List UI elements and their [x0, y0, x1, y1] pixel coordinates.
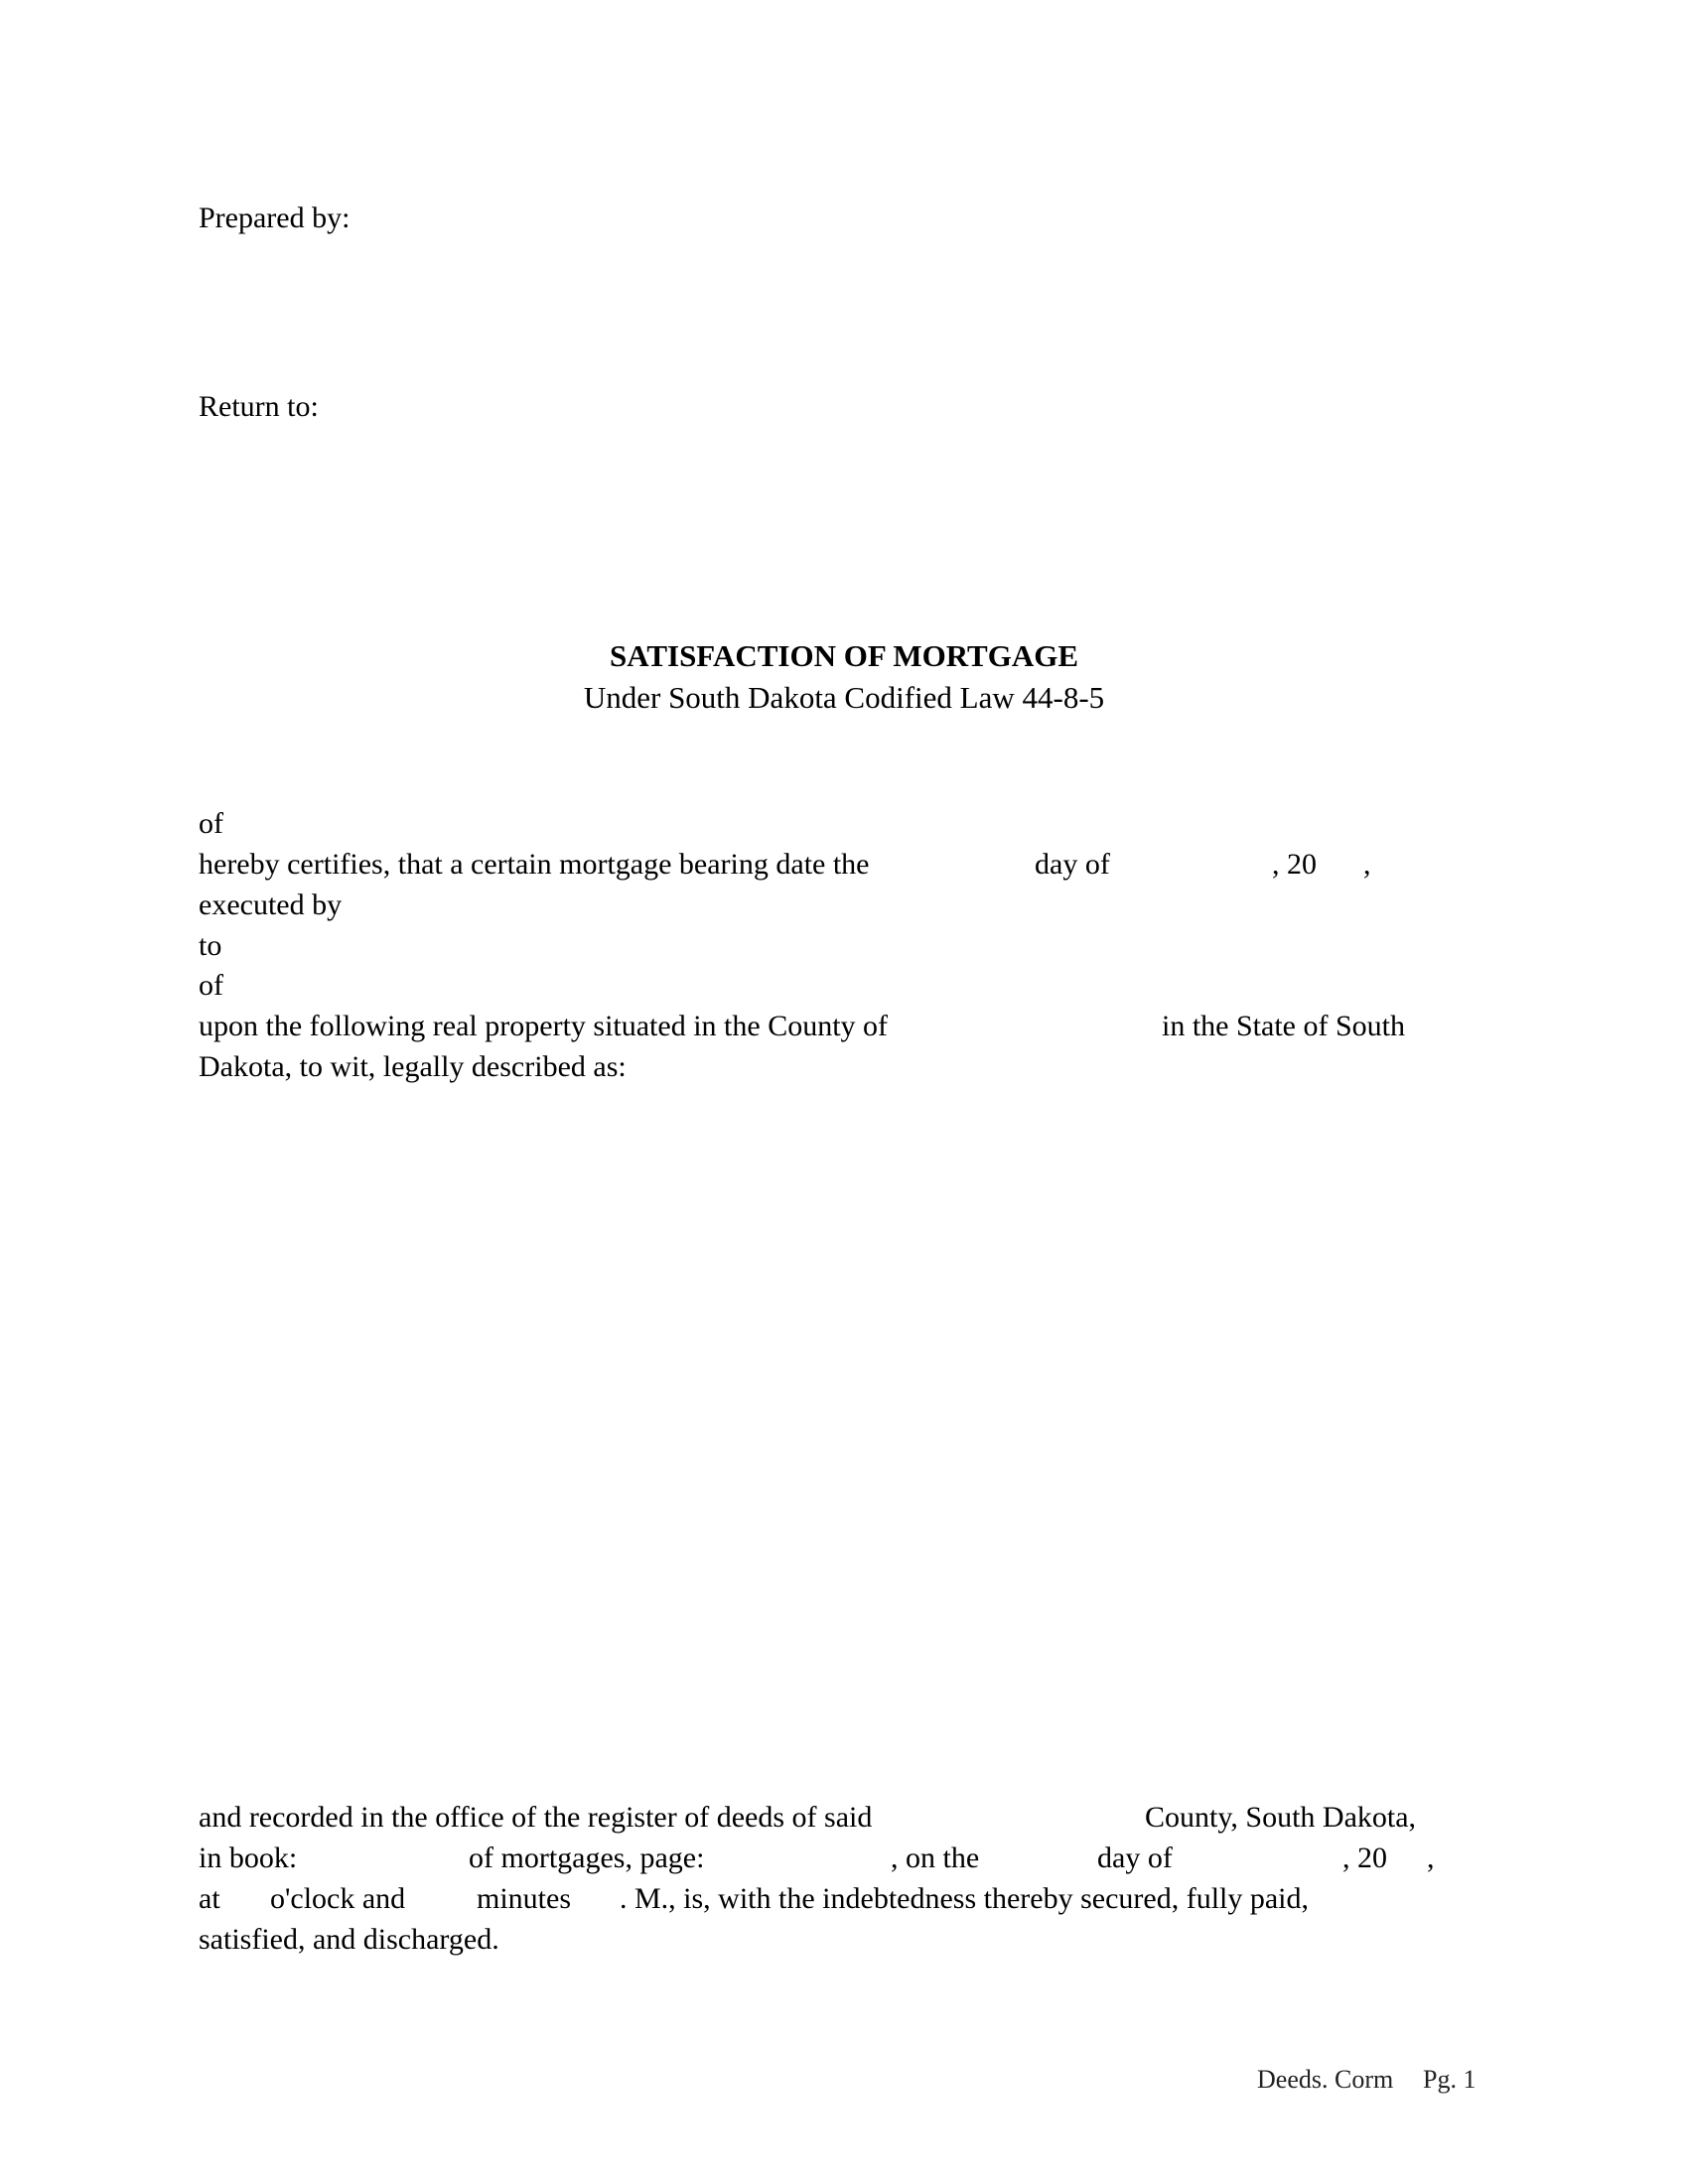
- comma-2: ,: [1427, 1842, 1435, 1874]
- day-of-label-2: day of: [1097, 1842, 1173, 1874]
- return-to-label: Return to:: [199, 390, 319, 423]
- executed-by-label: executed by: [199, 888, 343, 921]
- on-the-label: , on the: [891, 1842, 980, 1874]
- footer-site-name: Deeds. Corm: [1257, 2065, 1394, 2094]
- legal-description-label: Dakota, to wit, legally described as:: [199, 1050, 627, 1083]
- state-of-south-text: in the State of South: [1162, 1010, 1405, 1042]
- year-prefix-2: , 20: [1342, 1842, 1387, 1874]
- certifies-text: hereby certifies, that a certain mortgage bearing date the: [199, 848, 870, 881]
- document-subtitle: Under South Dakota Codified Law 44-8-5: [583, 680, 1105, 715]
- year-prefix-1: , 20: [1272, 848, 1317, 881]
- to-label: to: [199, 929, 222, 962]
- oclock-label: o'clock and: [270, 1882, 406, 1915]
- in-book-label: in book:: [199, 1842, 298, 1874]
- of-mortgages-page-label: of mortgages, page:: [469, 1842, 705, 1874]
- day-of-label-1: day of: [1035, 848, 1110, 881]
- minutes-label: minutes: [477, 1882, 571, 1915]
- county-south-dakota-text: County, South Dakota,: [1145, 1801, 1417, 1834]
- of-line-2: of: [199, 969, 223, 1002]
- footer-page-number: Pg. 1: [1423, 2065, 1477, 2094]
- document-title: SATISFACTION OF MORTGAGE: [610, 638, 1078, 673]
- am-pm-text: . M., is, with the indebtedness thereby secured, fully paid,: [620, 1882, 1310, 1915]
- satisfied-text: satisfied, and discharged.: [199, 1923, 499, 1956]
- recorded-office-text: and recorded in the office of the register of deeds of said: [199, 1801, 873, 1834]
- prepared-by-label: Prepared by:: [199, 202, 351, 234]
- at-label: at: [199, 1882, 220, 1915]
- property-county-text: upon the following real property situated in the County of: [199, 1010, 889, 1042]
- of-line-1: of: [199, 807, 223, 840]
- comma-1: ,: [1363, 848, 1371, 881]
